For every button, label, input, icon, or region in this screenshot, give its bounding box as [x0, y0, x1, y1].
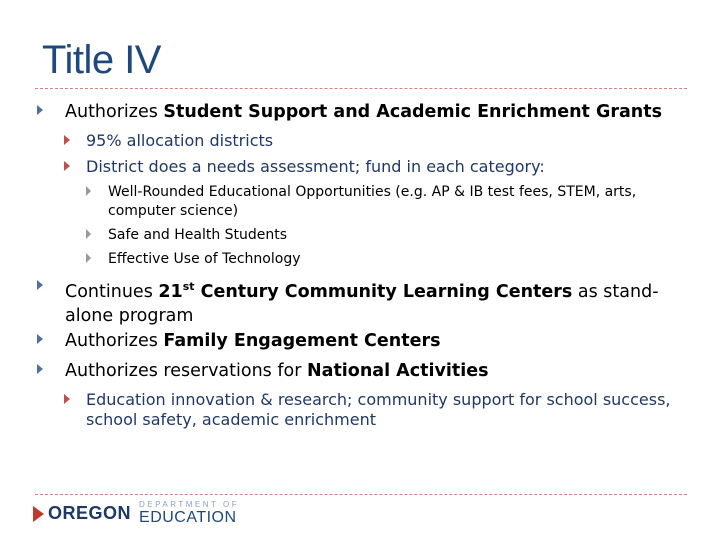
bullet-21st-century: [65, 275, 675, 328]
bullet-needs-assessment: [86, 157, 676, 177]
logo-department: DEPARTMENT OF: [139, 500, 240, 509]
bullet-text: 95% allocation districts: [86, 131, 274, 150]
bullet-text: Authorizes reservations for: [65, 361, 307, 381]
superscript: st: [182, 280, 195, 293]
footer-divider: [35, 494, 687, 495]
bullet-icon: [64, 394, 70, 404]
bullet-technology: [108, 250, 668, 269]
bullet-text: as stand-alone program: [65, 281, 659, 326]
bullet-family-engagement: [65, 329, 685, 353]
bullet-well-rounded: [108, 183, 658, 221]
bullet-icon: [64, 135, 70, 145]
bullet-bold-text: Student Support and Academic Enrichment Grants: [163, 102, 663, 122]
bullet-text: Effective Use of Technology: [108, 251, 301, 267]
flag-icon: [33, 506, 44, 522]
bullet-bold-text: National Activities: [306, 361, 489, 381]
bullet-text: Authorizes: [65, 102, 164, 122]
bullet-national-activities: [65, 359, 685, 383]
bullet-text: Continues: [65, 281, 159, 302]
bullet-icon: [37, 280, 43, 290]
title-divider: [35, 88, 687, 89]
bullet-student-support: [65, 100, 685, 124]
bullet-allocation: [86, 131, 676, 151]
bullet-icon: [86, 229, 91, 239]
bullet-text: Education innovation & research; community support for school success, school safety, academic enrichment: [86, 390, 671, 429]
bullet-icon: [86, 253, 91, 263]
bullet-icon: [37, 334, 43, 344]
logo-education: EDUCATION: [139, 509, 237, 526]
slide-title: Title IV: [42, 38, 161, 82]
bullet-bold-text: Family Engagement Centers: [163, 331, 441, 351]
bullet-bold-text: Century Community Learning Centers: [194, 281, 573, 302]
bullet-icon: [86, 186, 91, 196]
bullet-text: Authorizes: [65, 331, 164, 351]
bullet-icon: [64, 161, 70, 171]
bullet-text: Well-Rounded Educational Opportunities (e.g. AP & IB test fees, STEM, arts, computer science): [108, 184, 637, 219]
logo-oregon: OREGON: [48, 503, 132, 523]
bullet-icon: [37, 105, 43, 115]
bullet-text: Safe and Health Students: [108, 227, 288, 243]
oregon-education-logo: [33, 500, 239, 527]
bullet-icon: [37, 364, 43, 374]
bullet-education-innovation: [86, 390, 676, 430]
bullet-bold-text: 21: [158, 281, 183, 302]
bullet-text: District does a needs assessment; fund in each category:: [86, 157, 545, 176]
bullet-safe-healthy: [108, 226, 668, 245]
